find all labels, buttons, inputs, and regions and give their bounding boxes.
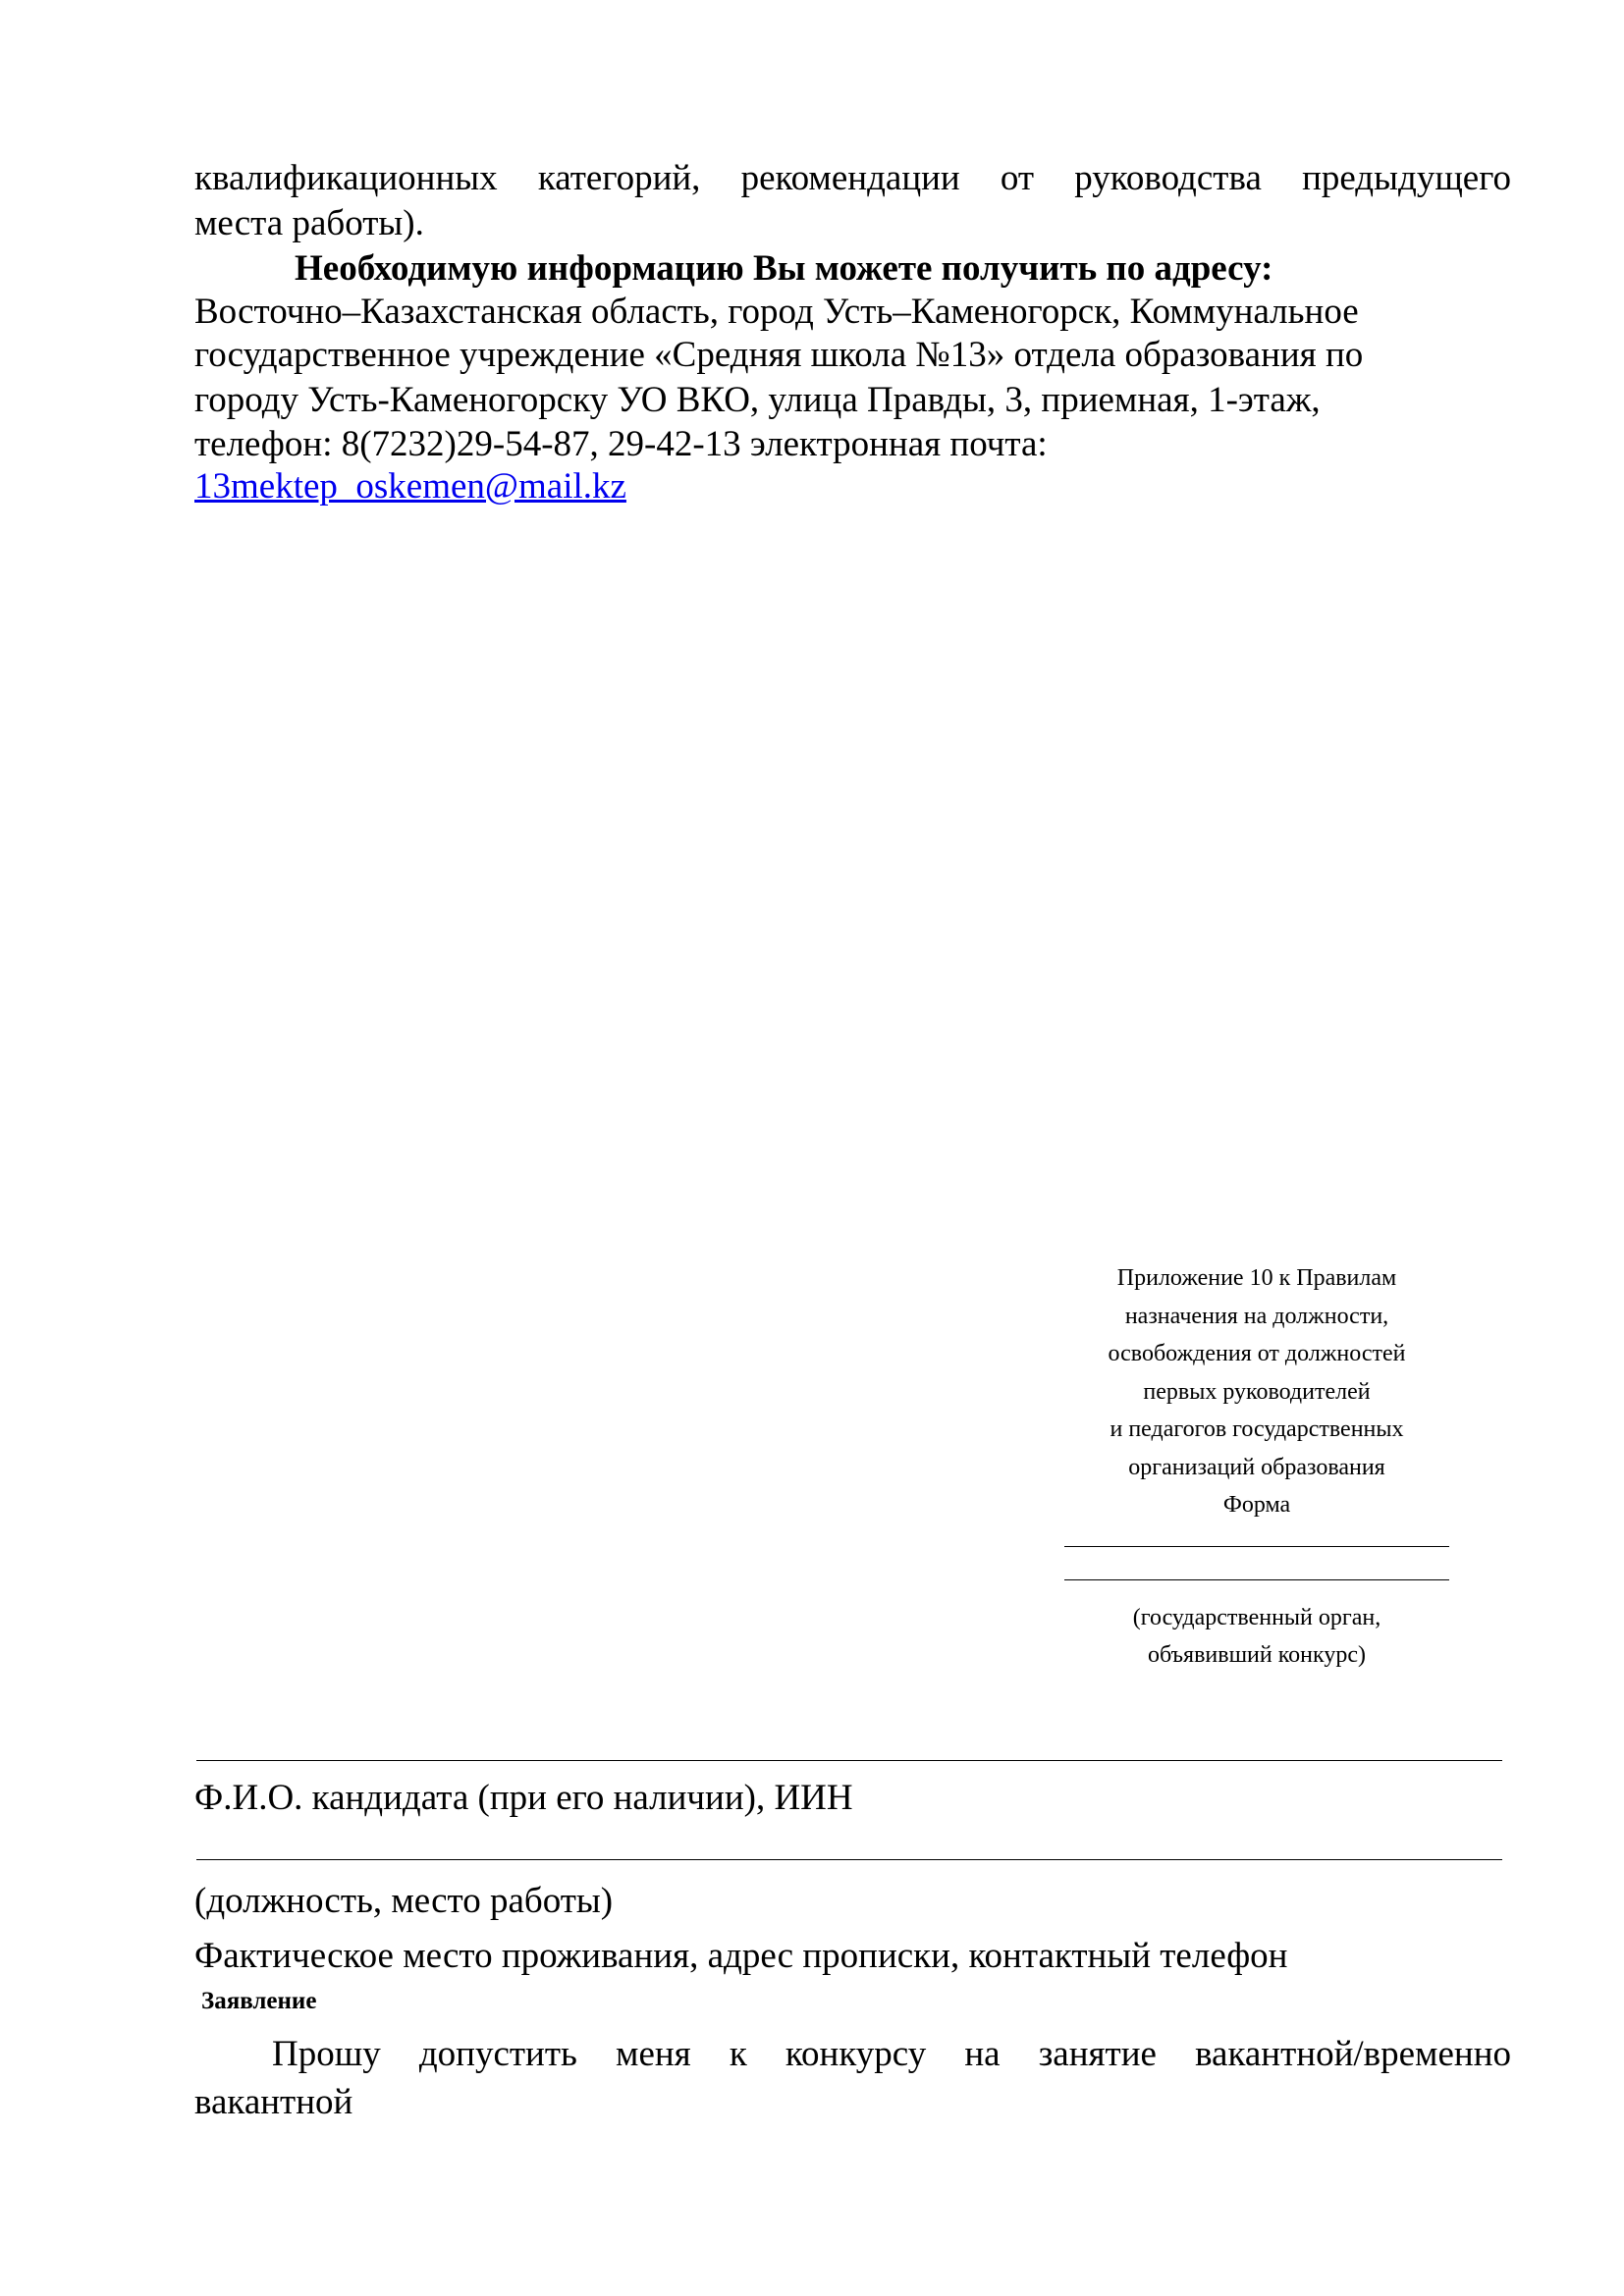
position-blank-line (196, 1859, 1502, 1860)
form-label: Форма (1222, 1492, 1291, 1518)
appendix-line-3: освобождения от должностей (1108, 1341, 1406, 1366)
authority-blank-line-1 (1064, 1546, 1449, 1547)
request-line-1: Прошу допустить меня к конкурсу на занятие вакантной/временно (272, 2034, 1511, 2074)
request-line-2: вакантной (194, 2082, 353, 2122)
appendix-block (1021, 1259, 1492, 1675)
authority-caption-line-1: (государственный орган, (1132, 1604, 1381, 1630)
contact-phone-line: телефон: 8(7232)29-54-87, 29-42-13 электронная почта: (194, 424, 1048, 464)
contact-address-line-1: Восточно–Казахстанская область, город Усть–Каменогорск, Коммунальное (194, 292, 1359, 332)
contact-heading: Необходимую информацию Вы можете получить по адресу: (295, 248, 1273, 289)
authority-blank-line-2 (1064, 1579, 1449, 1580)
appendix-line-2: назначения на должности, (1124, 1303, 1389, 1329)
residence-label: Фактическое место проживания, адрес прописки, контактный телефон (194, 1936, 1288, 1976)
intro-line-1: квалификационных категорий, рекомендации от руководства предыдущего (194, 158, 1511, 198)
intro-line-2: места работы). (194, 203, 424, 243)
position-label: (должность, место работы) (194, 1881, 614, 1921)
appendix-line-6: организаций образования (1128, 1454, 1385, 1480)
contact-address-line-3: городу Усть-Каменогорску УО ВКО, улица Правды, 3, приемная, 1-этаж, (194, 380, 1321, 420)
contact-address-line-2: государственное учреждение «Средняя школа №13» отдела образования по (194, 335, 1364, 375)
appendix-line-1: Приложение 10 к Правилам (1116, 1265, 1397, 1291)
appendix-line-5: и педагогов государственных (1110, 1416, 1404, 1442)
authority-caption-line-2: объявивший конкурс) (1148, 1642, 1366, 1668)
candidate-blank-line (196, 1760, 1502, 1761)
appendix-line-4: первых руководителей (1143, 1378, 1371, 1405)
email-link[interactable]: 13mektep_oskemen@mail.kz (194, 466, 626, 507)
candidate-label: Ф.И.О. кандидата (при его наличии), ИИН (194, 1778, 853, 1818)
statement-title: Заявление (201, 1988, 317, 2014)
